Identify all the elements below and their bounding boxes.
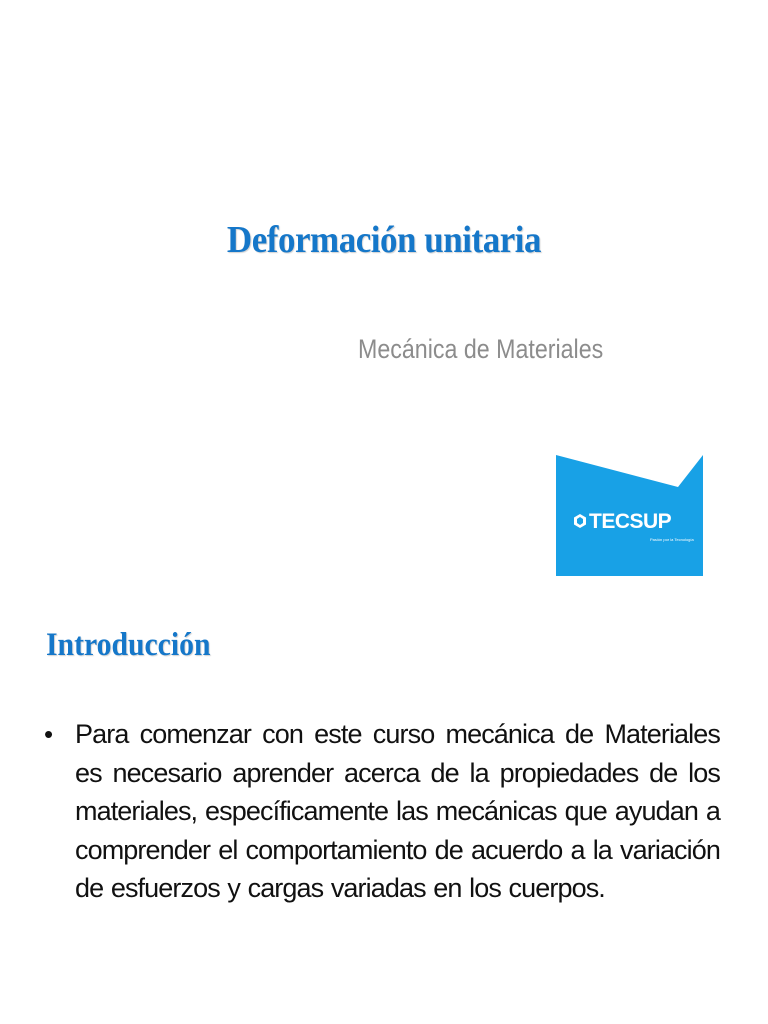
bullet-text: Para comenzar con este curso mecánica de Materiales es necesario aprender acerca de la propiedades de los materiales, específicamente las mecánicas que ayudan a comprender el comportamiento de acuerdo a la variación de esfuerzos y cargas variadas en los cuerpos.: [75, 719, 720, 903]
section-heading: Introducción: [46, 627, 211, 663]
slide-title: Deformación unitaria: [226, 219, 542, 261]
list-item: [44, 715, 720, 908]
logo-wordmark: TECSUP: [589, 510, 672, 533]
bullet-icon: •: [44, 719, 54, 749]
slide-subtitle: Mecánica de Materiales: [358, 334, 604, 364]
tecsup-logo-icon: [574, 514, 586, 528]
tecsup-logo: [556, 455, 703, 576]
bullet-list: [44, 715, 720, 908]
logo-tagline: Pasión por la Tecnología: [650, 537, 694, 542]
